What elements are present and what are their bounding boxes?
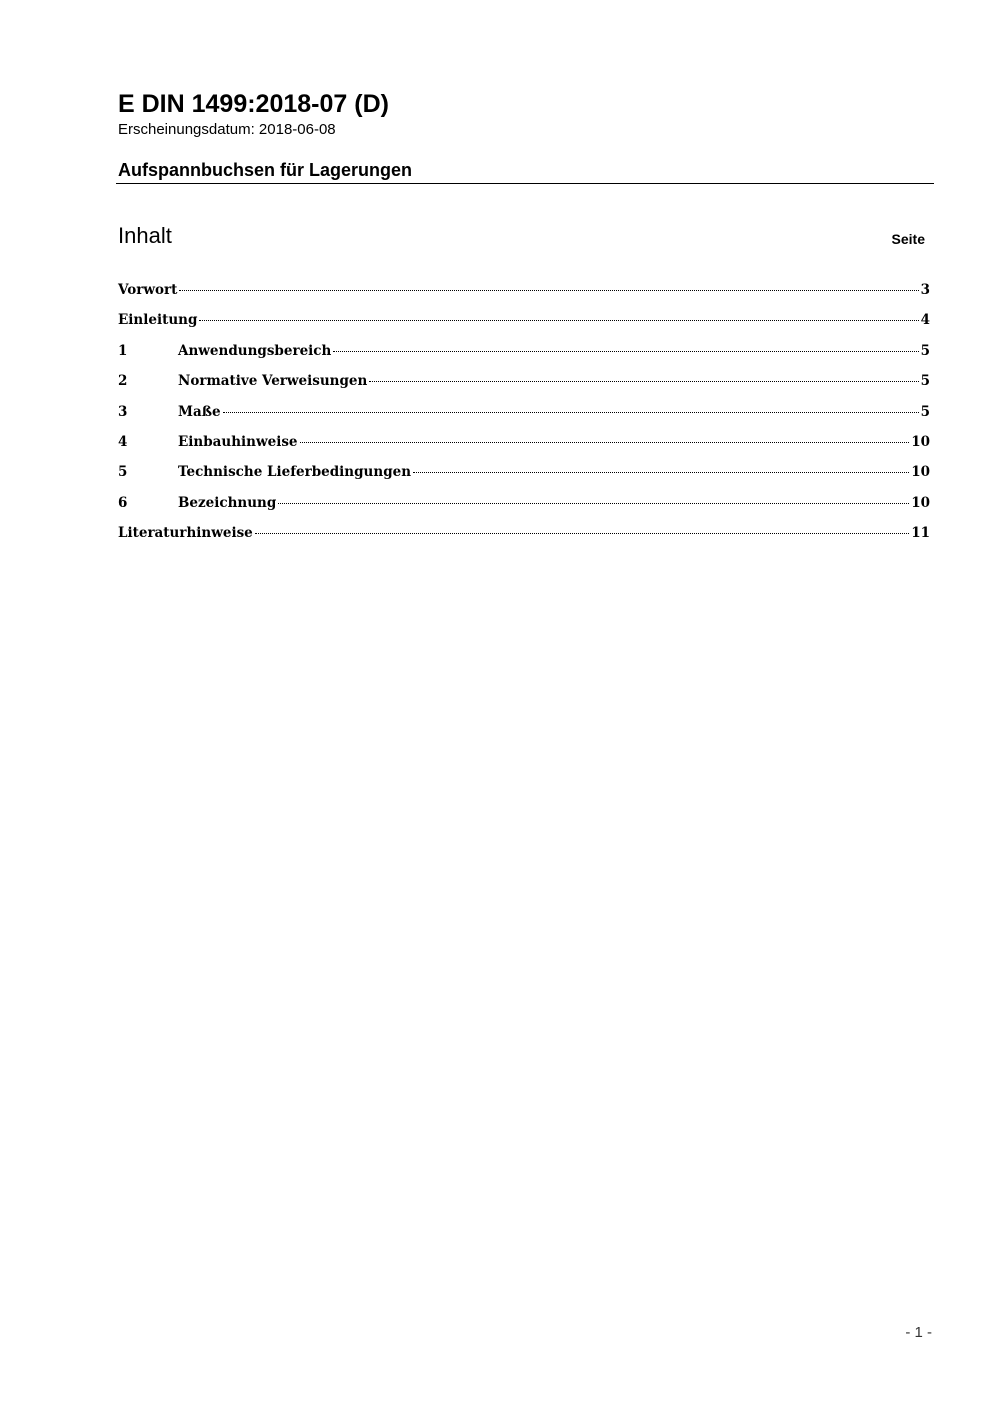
toc-dot-leader: [199, 320, 918, 321]
page-number: - 1 -: [905, 1324, 932, 1341]
toc-entry-page: 10: [911, 433, 930, 450]
toc-entry-page: 5: [920, 373, 930, 390]
toc-entry-2[interactable]: [118, 371, 930, 401]
toc-entry-text: Normative Verweisungen: [178, 373, 368, 390]
toc-heading: Inhalt: [118, 223, 172, 248]
toc-entry-number: 5: [118, 464, 128, 481]
toc-dot-leader: [300, 442, 910, 443]
document-number: E DIN 1499:2018-07 (D): [118, 90, 389, 118]
toc-entry-vorwort[interactable]: [118, 280, 930, 310]
toc-entry-page: 4: [920, 312, 930, 329]
toc-entry-page: 10: [911, 464, 930, 481]
toc-entry-page: 5: [920, 403, 930, 420]
toc-entry-3[interactable]: [118, 402, 930, 432]
toc-entry-number: 2: [118, 373, 128, 390]
toc-entry-page: 10: [911, 494, 930, 511]
toc-entry-literaturhinweise[interactable]: [118, 523, 930, 553]
toc-entry-text: Maße: [178, 403, 221, 420]
toc-entry-text: Anwendungsbereich: [178, 342, 332, 359]
toc-entry-text: Einleitung: [118, 312, 198, 329]
toc-entry-text: Vorwort: [118, 282, 178, 298]
toc-entry-page: 5: [920, 342, 930, 359]
toc-dot-leader: [223, 412, 919, 413]
toc-entry-1[interactable]: [118, 341, 930, 371]
toc-dot-leader: [369, 381, 918, 382]
toc-page-column-label: Seite: [891, 231, 925, 247]
toc-entry-einleitung[interactable]: [118, 310, 930, 340]
toc-dot-leader: [179, 290, 918, 291]
toc-entry-text: Literaturhinweise: [118, 525, 253, 542]
toc-entry-text: Technische Lieferbedingungen: [178, 464, 412, 481]
publication-date: Erscheinungsdatum: 2018-06-08: [118, 121, 336, 138]
toc-entry-4[interactable]: [118, 432, 930, 462]
toc-entry-5[interactable]: [118, 462, 930, 492]
table-of-contents: [118, 280, 930, 554]
toc-dot-leader: [333, 351, 918, 352]
toc-entry-number: 1: [118, 342, 128, 359]
toc-entry-number: 4: [118, 433, 128, 450]
toc-entry-page: 3: [920, 282, 930, 298]
toc-entry-page: 11: [911, 525, 930, 542]
toc-entry-text: Bezeichnung: [178, 494, 277, 511]
title-underline: [116, 183, 934, 184]
toc-entry-number: 3: [118, 403, 128, 420]
toc-entry-number: 6: [118, 494, 128, 511]
toc-dot-leader: [278, 503, 909, 504]
document-title: Aufspannbuchsen für Lagerungen: [118, 160, 413, 180]
toc-entry-6[interactable]: [118, 493, 930, 523]
toc-dot-leader: [413, 472, 909, 473]
toc-entry-text: Einbauhinweise: [178, 433, 298, 450]
toc-dot-leader: [255, 533, 909, 534]
